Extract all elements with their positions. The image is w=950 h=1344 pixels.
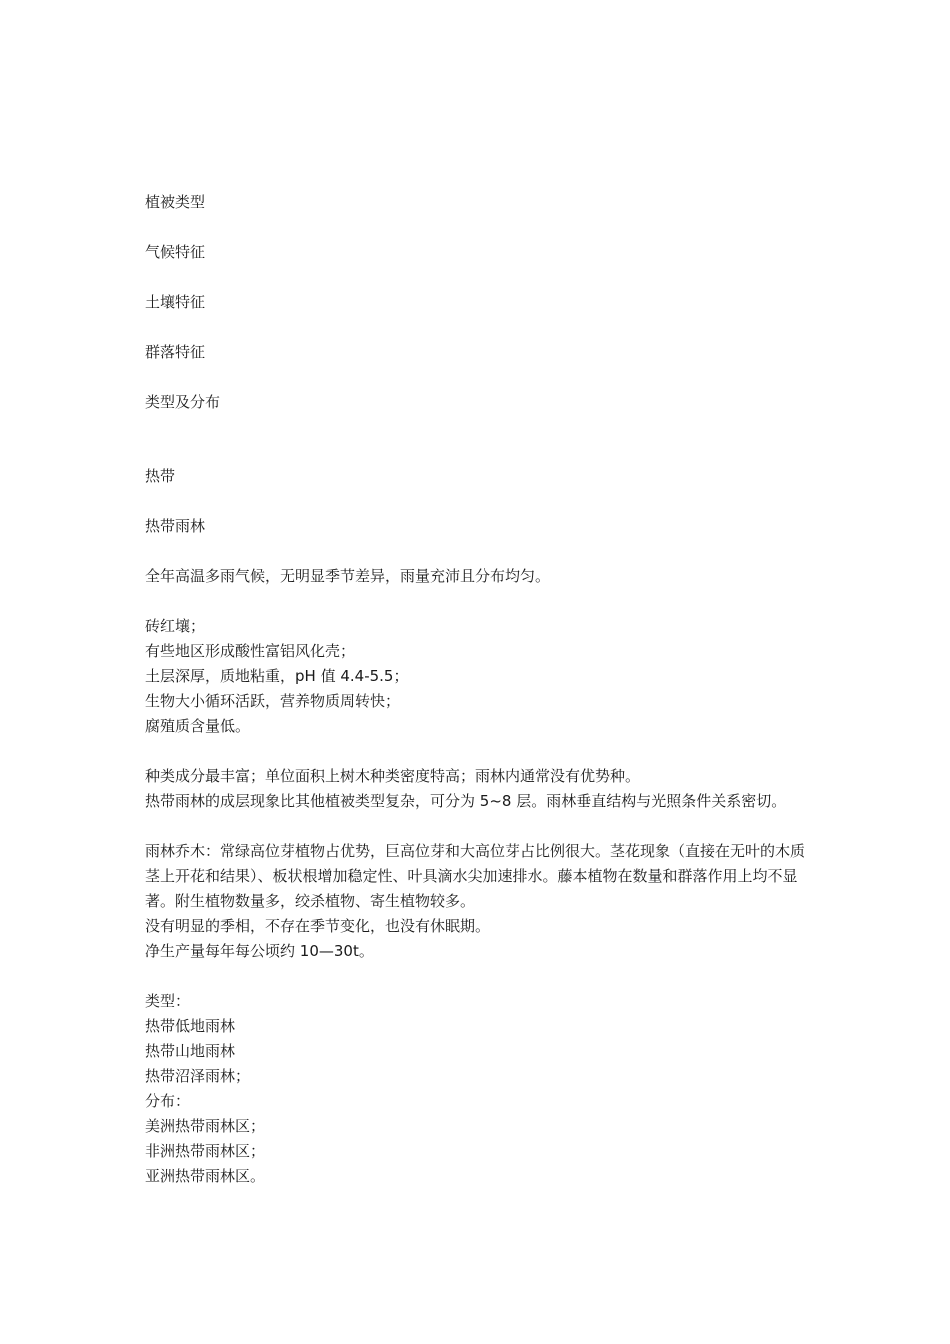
community-season: 没有明显的季相，不存在季节变化，也没有休眠期。 bbox=[145, 917, 491, 935]
header-soil: 土壤特征 bbox=[145, 293, 206, 311]
header-types-distribution: 类型及分布 bbox=[145, 393, 221, 411]
distribution-line: 分布： bbox=[145, 1092, 191, 1110]
header-climate: 气候特征 bbox=[145, 243, 206, 261]
header-vegetation-type: 植被类型 bbox=[145, 193, 206, 211]
soil-line: 有些地区形成酸性富铝风化壳； bbox=[145, 642, 356, 660]
types-line: 热带山地雨林 bbox=[145, 1042, 236, 1060]
community-trees: 雨林乔木：常绿高位芽植物占优势，巨高位芽和大高位芽占比例很大。茎花现象（直接在无叶的木质茎上开花和结果）、板状根增加稳定性、叶具滴水尖加速排水。藤本植物在数量和群落作用上均不显著。附生植物数量多，绞杀植物、寄生植物较多。 bbox=[145, 842, 806, 910]
distribution-line: 亚洲热带雨林区。 bbox=[145, 1167, 266, 1185]
climate-text: 全年高温多雨气候，无明显季节差异，雨量充沛且分布均匀。 bbox=[145, 567, 551, 585]
types-line: 热带沼泽雨林； bbox=[145, 1067, 251, 1085]
soil-line: 生物大小循环活跃，营养物质周转快； bbox=[145, 692, 401, 710]
types-line: 类型： bbox=[145, 992, 191, 1010]
community-layers: 热带雨林的成层现象比其他植被类型复杂，可分为 5~8 层。雨林垂直结构与光照条件关系密切。 bbox=[145, 792, 787, 810]
soil-line: 砖红壤； bbox=[145, 617, 206, 635]
distribution-line: 非洲热带雨林区； bbox=[145, 1142, 266, 1160]
soil-line: 腐殖质含量低。 bbox=[145, 717, 251, 735]
community-species: 种类成分最丰富；单位面积上树木种类密度特高；雨林内通常没有优势种。 bbox=[145, 767, 641, 785]
community-production: 净生产量每年每公顷约 10—30t。 bbox=[145, 942, 374, 960]
soil-line: 土层深厚，质地粘重，pH 值 4.4-5.5； bbox=[145, 667, 409, 685]
vegetation-label: 热带雨林 bbox=[145, 517, 206, 535]
header-community: 群落特征 bbox=[145, 343, 206, 361]
types-line: 热带低地雨林 bbox=[145, 1017, 236, 1035]
zone-label: 热带 bbox=[145, 467, 176, 485]
distribution-line: 美洲热带雨林区； bbox=[145, 1117, 266, 1135]
